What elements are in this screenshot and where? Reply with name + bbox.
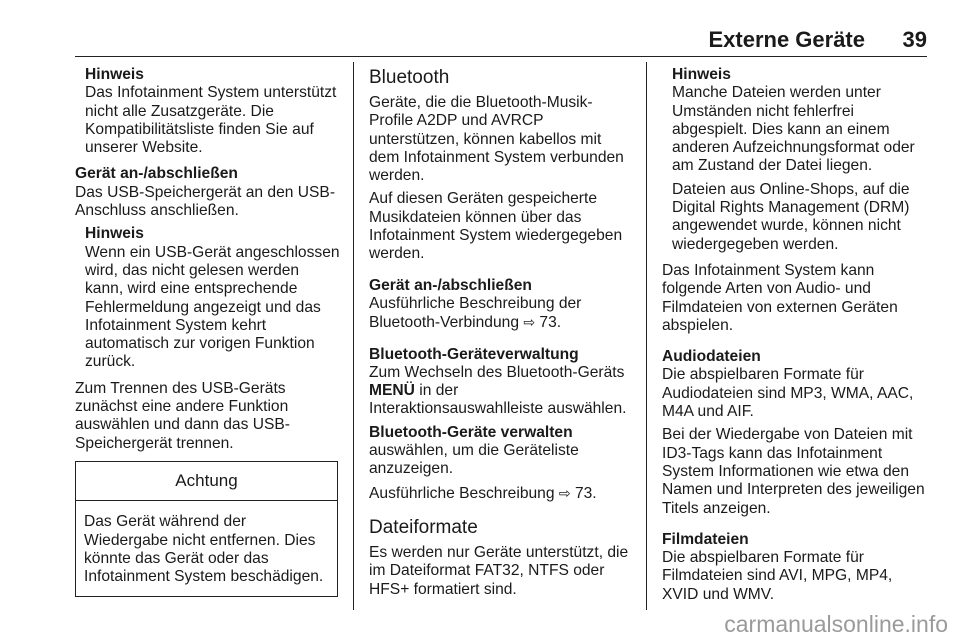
note-title: Hinweis <box>85 66 144 83</box>
column-divider-1 <box>353 62 354 610</box>
note-text: Manche Dateien werden unter Umständen nicht fehlerfrei abgespielt. Dies kann an einem anderen Aufzeichnungsformat oder am Zustand der Datei liegen. <box>672 84 915 175</box>
paragraph: Auf diesen Geräten gespeicherte Musikdateien können über das Infotainment System wiedergegeben werden. <box>369 190 623 263</box>
note-title: Hinweis <box>85 225 144 243</box>
section-subheading: Gerät an-/abschließen <box>369 276 532 294</box>
note-block <box>662 66 930 254</box>
section-subheading: Audiodateien <box>662 348 761 366</box>
column-1 <box>75 66 340 597</box>
paragraph <box>369 295 634 333</box>
caution-title: Achtung <box>76 462 337 501</box>
paragraph-text: Ausführliche Beschreibung <box>369 484 555 502</box>
paragraph-text: Zum Wechseln des Bluetooth-Geräts <box>369 363 625 381</box>
header-rule <box>75 56 927 57</box>
page-number: 39 <box>902 27 927 52</box>
paragraph <box>369 364 634 419</box>
menu-label: Bluetooth-Geräte verwalten <box>369 423 573 441</box>
section-heading: Dateiformate <box>369 516 478 538</box>
note-block <box>75 66 340 157</box>
paragraph: Geräte, die die Bluetooth-Musik-Profile A2DP und AVRCP unterstützen, können kabellos mit dem Infotainment System verbunden werden. <box>369 94 624 185</box>
note-text: Wenn ein USB-Gerät angeschlossen wird, das nicht gelesen werden kann, wird eine entsprechende Fehlermeldung angezeigt und das Infotainment System kehrt automatisch zur vorigen Funktion zurück. <box>85 243 340 371</box>
menu-label: MENÜ <box>369 382 415 400</box>
note-block <box>75 225 340 371</box>
paragraph: Das USB-Speichergerät an den USB-Anschluss anschließen. <box>75 183 336 220</box>
column-2 <box>369 66 634 604</box>
paragraph: Es werden nur Geräte unterstützt, die im Dateiformat FAT32, NTFS oder HFS+ formatiert sind. <box>369 543 629 598</box>
paragraph: Die abspielbaren Formate für Filmdateien sind AVI, MPG, MP4, XVID und WMV. <box>662 549 893 603</box>
column-divider-2 <box>646 62 647 610</box>
paragraph: Bei der Wiedergabe von Dateien mit ID3-Tags kann das Infotainment System Informationen wie etwa den Namen und Interpreten des jeweiligen Titels anzeigen. <box>662 426 925 517</box>
caution-text: Das Gerät während der Wiedergabe nicht entfernen. Dies könnte das Gerät oder das Infotainment System beschädigen. <box>84 513 324 586</box>
note-text: Das Infotainment System unterstützt nicht alle Zusatzgeräte. Die Kompatibilitätsliste finden Sie auf unserer Website. <box>85 84 337 157</box>
section-subheading: Gerät an-/abschließen <box>75 165 238 183</box>
section-subheading: Bluetooth-Geräteverwaltung <box>369 345 579 363</box>
paragraph-text: auswählen, um die Geräteliste anzuzeigen. <box>369 442 579 478</box>
page-title: Externe Geräte <box>708 27 865 52</box>
caution-box <box>75 461 338 597</box>
paragraph: Zum Trennen des USB-Geräts zunächst eine andere Funktion auswählen und dann das USB-Speichergerät trennen. <box>75 379 290 452</box>
paragraph-text: in der Interaktionsauswahlleiste auswählen. <box>369 382 627 418</box>
page-header <box>75 25 927 55</box>
section-heading: Bluetooth <box>369 67 450 88</box>
section-subheading: Filmdateien <box>662 530 749 548</box>
column-3 <box>662 66 930 609</box>
note-text: Dateien aus Online-Shops, auf die Digital Rights Management (DRM) angewendet wurde, können nicht wiedergegeben werden. <box>672 180 910 253</box>
page-reference-link[interactable]: 73. <box>574 484 597 502</box>
paragraph-text: Ausführliche Beschreibung der Bluetooth-Verbindung <box>369 294 582 332</box>
paragraph: Die abspielbaren Formate für Audiodateien sind MP3, WMA, AAC, M4A und AIF. <box>662 366 914 421</box>
paragraph: Das Infotainment System kann folgende Arten von Audio- und Filmdateien von externen Geräten abspielen. <box>662 261 898 334</box>
page-reference-arrow-icon: ⇨ <box>523 314 536 331</box>
page-reference-link[interactable]: 73. <box>539 314 562 332</box>
page-reference-arrow-icon: ⇨ <box>558 484 571 501</box>
paragraph <box>369 484 634 503</box>
note-title: Hinweis <box>672 66 731 83</box>
watermark: carmanualsonline.info <box>724 611 948 637</box>
paragraph <box>369 424 634 479</box>
